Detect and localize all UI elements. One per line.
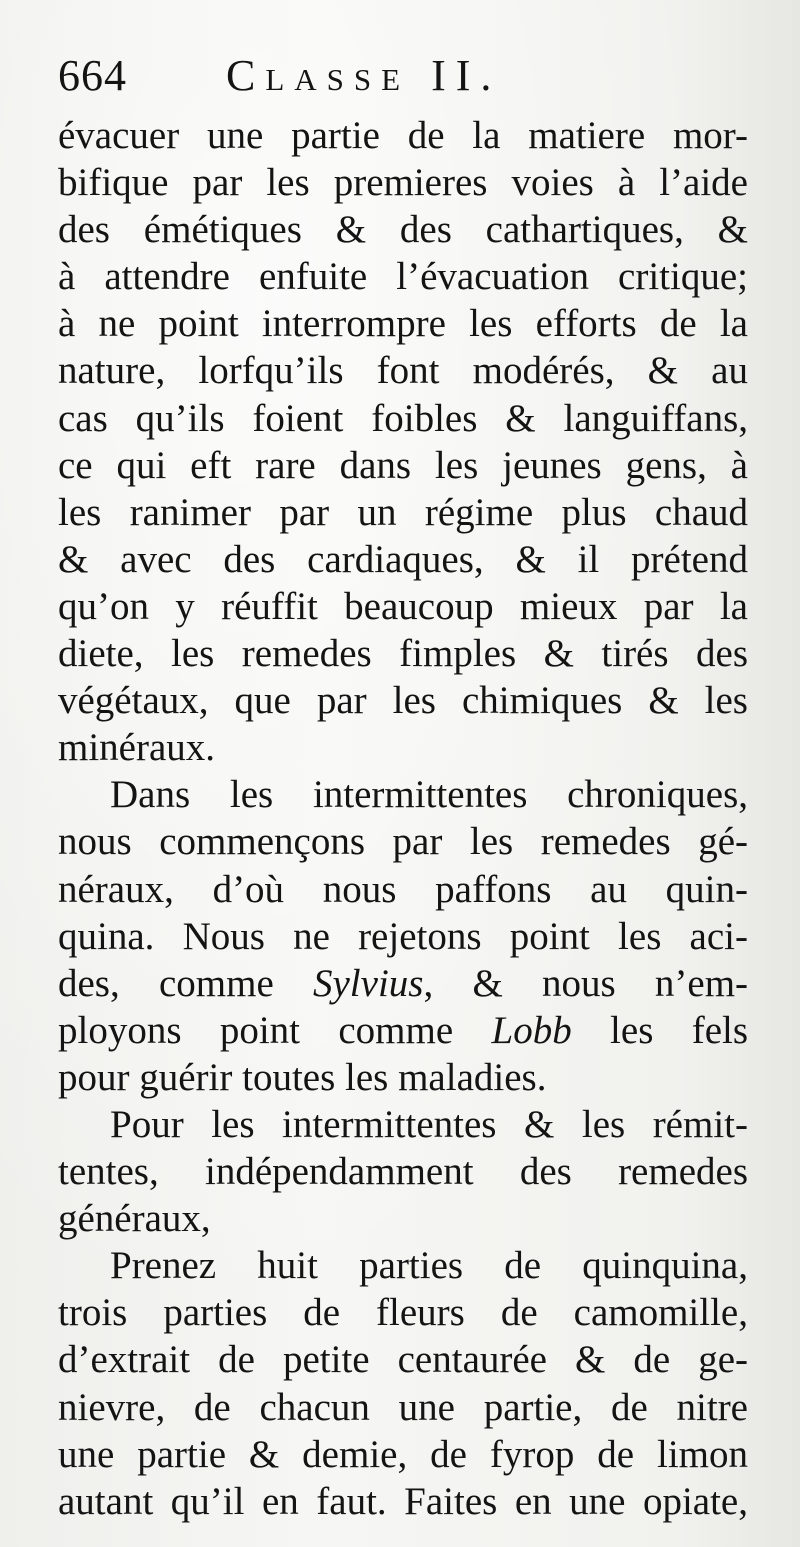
text-line: généraux, <box>58 1197 211 1241</box>
text-line: les ranimer par un régime plus chaud <box>58 490 748 534</box>
paragraph-3 <box>58 1101 748 1242</box>
body-text <box>58 112 748 1525</box>
text-line: Prenez huit parties de quinquina, <box>110 1244 748 1288</box>
page-number: 664 <box>58 51 127 100</box>
text-segment: ployons point comme <box>58 1008 454 1052</box>
text-line: évacuer une partie de la matiere mor- <box>58 114 748 157</box>
paragraph-2 <box>58 771 748 1101</box>
page-header <box>58 50 758 106</box>
text-line: tentes, indépendamment des remedes <box>58 1150 748 1194</box>
text-line: nature, lorfqu’ils font modérés, & au <box>58 349 748 393</box>
paragraph-4 <box>58 1242 748 1525</box>
text-line: végétaux, que par les chimiques & les <box>58 679 748 723</box>
text-line: à ne point interrompre les efforts de la <box>58 302 748 346</box>
text-line: Pour les intermittentes & les rémit- <box>110 1102 748 1146</box>
text-line: & avec des cardiaques, & il prétend <box>58 537 748 581</box>
text-line: des émétiques & des cathartiques, & <box>58 208 748 252</box>
text-line: d’extrait de petite centaurée & de ge- <box>58 1338 748 1382</box>
running-head: Classe II. <box>226 51 502 100</box>
text-line: minéraux. <box>58 726 216 770</box>
text-line: trois parties de fleurs de camomille, <box>58 1291 748 1335</box>
text-line: néraux, d’où nous paffons au quin- <box>58 867 748 911</box>
text-line: nous commençons par les remedes gé- <box>58 820 748 864</box>
text-line: Dans les intermittentes chroniques, <box>110 773 748 817</box>
author-name-sylvius: Sylvius <box>313 961 424 1005</box>
text-line: à attendre enfuite l’évacuation critique; <box>58 255 748 299</box>
text-segment: des, comme <box>58 961 274 1005</box>
text-line: ce qui eft rare dans les jeunes gens, à <box>58 443 748 487</box>
text-line: autant qu’il en faut. Faites en une opiate, <box>58 1479 748 1523</box>
text-line: quina. Nous ne rejetons point les aci- <box>58 914 748 958</box>
paragraph-1 <box>58 112 748 771</box>
text-line: bifique par les premieres voies à l’aide <box>58 161 748 205</box>
text-line-mixed <box>58 1007 748 1054</box>
author-name-lobb: Lobb <box>491 1008 572 1052</box>
text-line: diete, les remedes fimples & tirés des <box>58 632 748 676</box>
text-line: cas qu’ils foient foibles & languiffans, <box>58 396 748 440</box>
text-line-mixed <box>58 960 748 1007</box>
text-line: qu’on y réuffit beaucoup mieux par la <box>58 584 748 628</box>
text-segment: les fels <box>610 1008 749 1052</box>
text-line: pour guérir toutes les maladies. <box>58 1055 547 1099</box>
text-line: nievre, de chacun une partie, de nitre <box>58 1385 748 1429</box>
text-line: une partie & demie, de fyrop de limon <box>58 1432 748 1476</box>
text-segment: , & nous n’em- <box>423 961 749 1005</box>
